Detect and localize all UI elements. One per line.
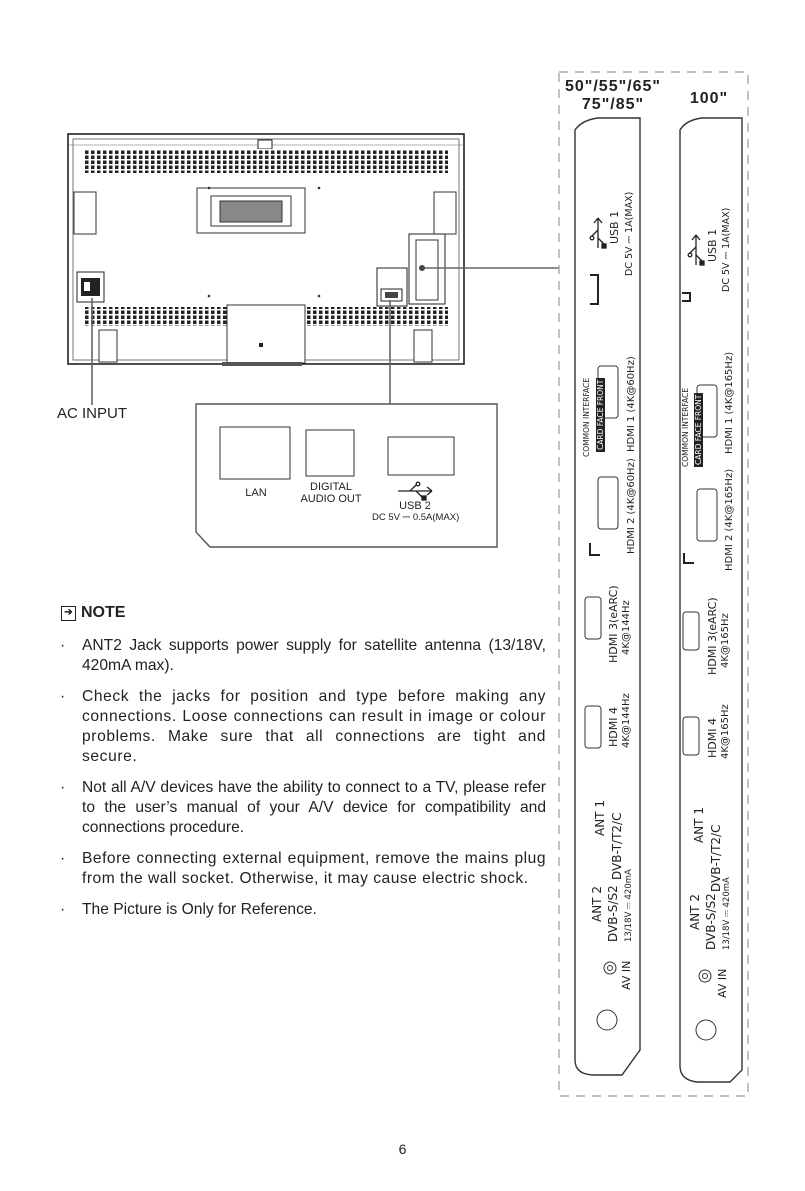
panel-b-usb1-power: DC 5V ⎓ 1A(MAX) [721, 207, 732, 292]
panel-a-hdmi3: HDMI 3(eARC) [607, 585, 620, 663]
panel-a-ant1-spec: DVB-T/T2/C [610, 812, 624, 880]
lan-label: LAN [245, 487, 267, 499]
top-vent [84, 149, 448, 173]
digital-audio-label [290, 481, 372, 505]
note-title: NOTE [81, 604, 126, 621]
panel-b-hdmi3: HDMI 3(eARC) [706, 597, 719, 675]
panel-a-hdmi2: HDMI 2 (4K@60Hz) [626, 458, 637, 554]
panel-b-hdmi4: HDMI 4 [706, 718, 719, 758]
panel-a-title-line1: 50"/55"/65" [564, 78, 662, 95]
panel-a-usb1-power: DC 5V ⎓ 1A(MAX) [624, 191, 635, 276]
panel-b-ant2-power: 13/18V ⎓ 420mA [722, 877, 732, 950]
note-item-reference: · The Picture is Only for Reference. [58, 900, 546, 920]
panel-a-ant2: ANT 2 [590, 886, 604, 922]
digital-audio-label-line2: AUDIO OUT [300, 493, 362, 505]
panel-a-ci-label: COMMON INTERFACE [582, 378, 591, 457]
digital-audio-port [306, 430, 354, 476]
tv-back-panel [68, 134, 464, 366]
panel-a-hdmi4: HDMI 4 [607, 707, 620, 747]
panel-b-av-in: AV IN [716, 968, 729, 998]
note-item-av-devices: · Not all A/V devices have the ability to connect to a TV, please refer to the user’s manual of your A/V device for compatibility and connections procedure. [58, 778, 546, 838]
panel-a-ant1: ANT 1 [593, 800, 607, 836]
panel-b-usb1: USB 1 [706, 228, 719, 262]
note-item-ant2: · ANT2 Jack supports power supply for satellite antenna (13/18V, 420mA max). [58, 636, 546, 676]
panel-b-hdmi4-spec: 4K@165Hz [720, 704, 731, 759]
note-list [58, 636, 546, 931]
usb2-power-label: DC 5V ⎓ 0.5A(MAX) [372, 512, 460, 523]
panel-a-hdmi4-spec: 4K@144Hz [621, 693, 632, 748]
ac-input-label: AC INPUT [57, 405, 128, 422]
panel-a-hdmi1: HDMI 1 (4K@60Hz) [626, 356, 637, 452]
arrow-box-icon: ➔ [61, 606, 76, 621]
panel-b-ci-card-face: CARD FACE FRONT [694, 394, 703, 465]
panel-a-hdmi3-spec: 4K@144Hz [621, 600, 632, 655]
panel-b-ant1: ANT 1 [692, 807, 706, 843]
note-heading [61, 604, 125, 622]
usb2-label: USB 2 [399, 500, 431, 512]
panel-a-ant2-power: 13/18V ⎓ 420mA [624, 869, 634, 942]
panel-b-ant2-spec: DVB-S/S2 [704, 893, 718, 950]
panel-b-ant1-spec: DVB-T/T2/C [709, 824, 723, 892]
note-item-mains-plug: · Before connecting external equipment, remove the mains plug from the wall socket. Otherwise, it may cause electric shock. [58, 849, 546, 889]
panel-a-ant2-spec: DVB-S/S2 [606, 885, 620, 942]
panel-a-av-in: AV IN [620, 960, 633, 990]
panel-b-hdmi3-spec: 4K@165Hz [720, 613, 731, 668]
digital-audio-label-line1: DIGITAL [310, 481, 352, 493]
panel-a-title [558, 78, 668, 114]
note-item-check-jacks: · Check the jacks for position and type before making any connections. Loose connections can result in image or colour problems. Make sure that all connections are tight and secure. [58, 687, 546, 767]
panel-b-hdmi1: HDMI 1 (4K@165Hz) [724, 351, 735, 454]
panel-a-ci-card-face: CARD FACE FRONT [596, 379, 605, 450]
usb2-port [388, 437, 454, 475]
panel-b-title: 100" [689, 90, 729, 107]
page-number: 6 [398, 1141, 407, 1157]
panel-b-ant2: ANT 2 [688, 894, 702, 930]
panel-b-ci-label: COMMON INTERFACE [681, 388, 690, 467]
panel-a-title-line2: 75"/85" [581, 96, 645, 113]
bottom-connector-callout [196, 404, 497, 547]
panel-a-usb1: USB 1 [608, 210, 621, 244]
lan-port [220, 427, 290, 479]
panel-b-hdmi2: HDMI 2 (4K@165Hz) [724, 468, 735, 571]
